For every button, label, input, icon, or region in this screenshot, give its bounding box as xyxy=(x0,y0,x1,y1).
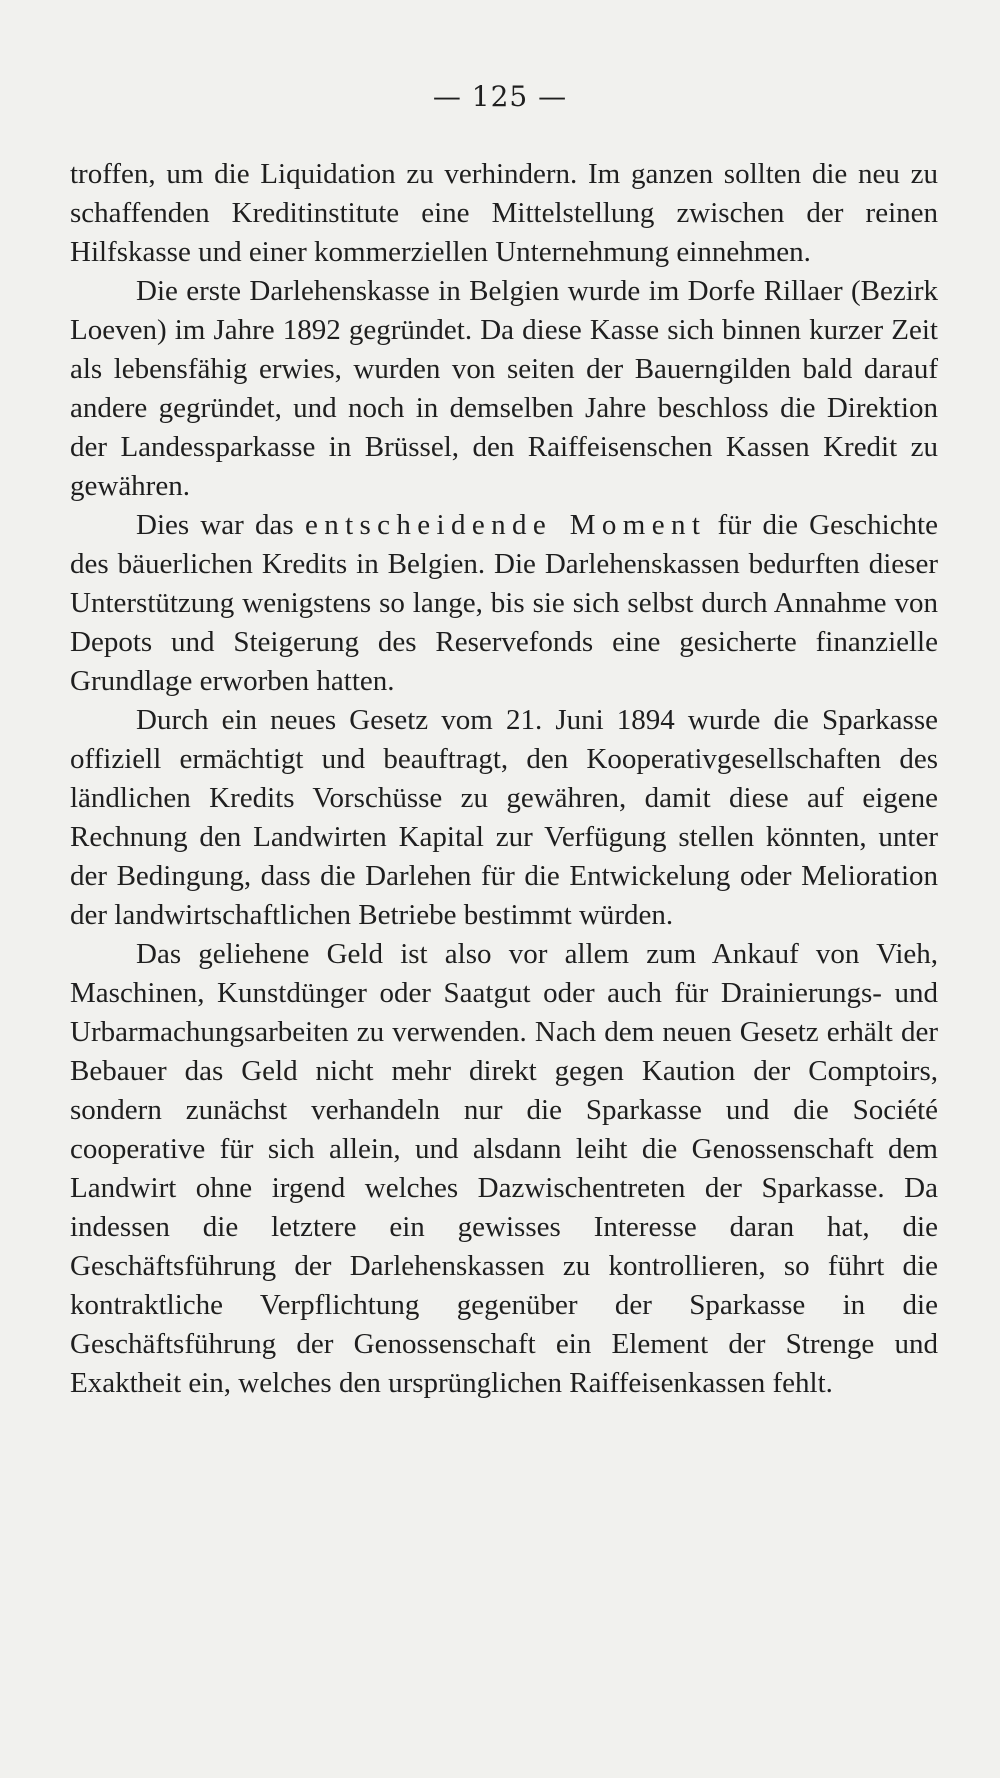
paragraph-3 xyxy=(70,506,938,701)
paragraph-5: Das geliehene Geld ist also vor allem zum Ankauf von Vieh, Maschinen, Kunstdünger oder Saatgut oder auch für Drainierungs- und Urbarmachungsarbeiten zu verwenden. Nach dem neuen Gesetz erhält der Bebauer das Geld nicht mehr direkt gegen Kaution der Comptoirs, sondern zunächst verhandeln nur die Sparkasse und die Société cooperative für sich allein, und alsdann leiht die Genossenschaft dem Landwirt ohne irgend welches Dazwischentreten der Sparkasse. Da indessen die letztere ein gewisses Interesse daran hat, die Geschäftsführung der Darlehenskassen zu kontrollieren, so führt die kontraktliche Verpflichtung gegenüber der Sparkasse in die Geschäftsführung der Genossenschaft ein Element der Strenge und Exaktheit ein, welches den ursprünglichen Raiffeisenkassen fehlt. xyxy=(70,938,938,1399)
paragraph-4: Durch ein neues Gesetz vom 21. Juni 1894 wurde die Sparkasse offiziell ermächtigt und beauftragt, den Kooperativgesellschaften des ländlichen Kredits Vorschüsse zu gewähren, damit diese auf eigene Rechnung den Landwirten Kapital zur Verfügung stellen könnten, unter der Bedingung, dass die Darlehen für die Entwickelung oder Melioration der landwirtschaftlichen Betriebe bestimmt würden. xyxy=(70,704,938,931)
paragraph-2: Die erste Darlehenskasse in Belgien wurde im Dorfe Rillaer (Bezirk Loeven) im Jahre 1892 gegründet. Da diese Kasse sich binnen kurzer Zeit als lebensfähig erwies, wurden von seiten der Bauerngilden bald darauf andere gegründet, und noch in demselben Jahre beschloss die Direktion der Landessparkasse in Brüssel, den Raiffeisenschen Kassen Kredit zu gewähren. xyxy=(70,275,938,502)
page-number: — 125 — xyxy=(432,80,568,113)
paragraph-3-prefix: Dies war das xyxy=(136,509,305,541)
paragraph-3-suffix: für die Geschichte des bäuerlichen Kredits in Belgien. Die Darlehenskassen bedurften dieser Unterstützung wenigstens so lange, bis sie sich selbst durch Annahme von Depots und Steigerung des Reservefonds eine gesicherte finanzielle Grundlage erworben hatten. xyxy=(70,509,938,697)
paragraph-1: troffen, um die Liquidation zu verhindern. Im ganzen sollten die neu zu schaffenden Kreditinstitute eine Mittelstellung zwischen der reinen Hilfskasse und einer kommerziellen Unternehmung einnehmen. xyxy=(70,158,938,268)
body-text xyxy=(70,155,938,1403)
emphasized-phrase: entscheidende Moment xyxy=(304,509,707,541)
